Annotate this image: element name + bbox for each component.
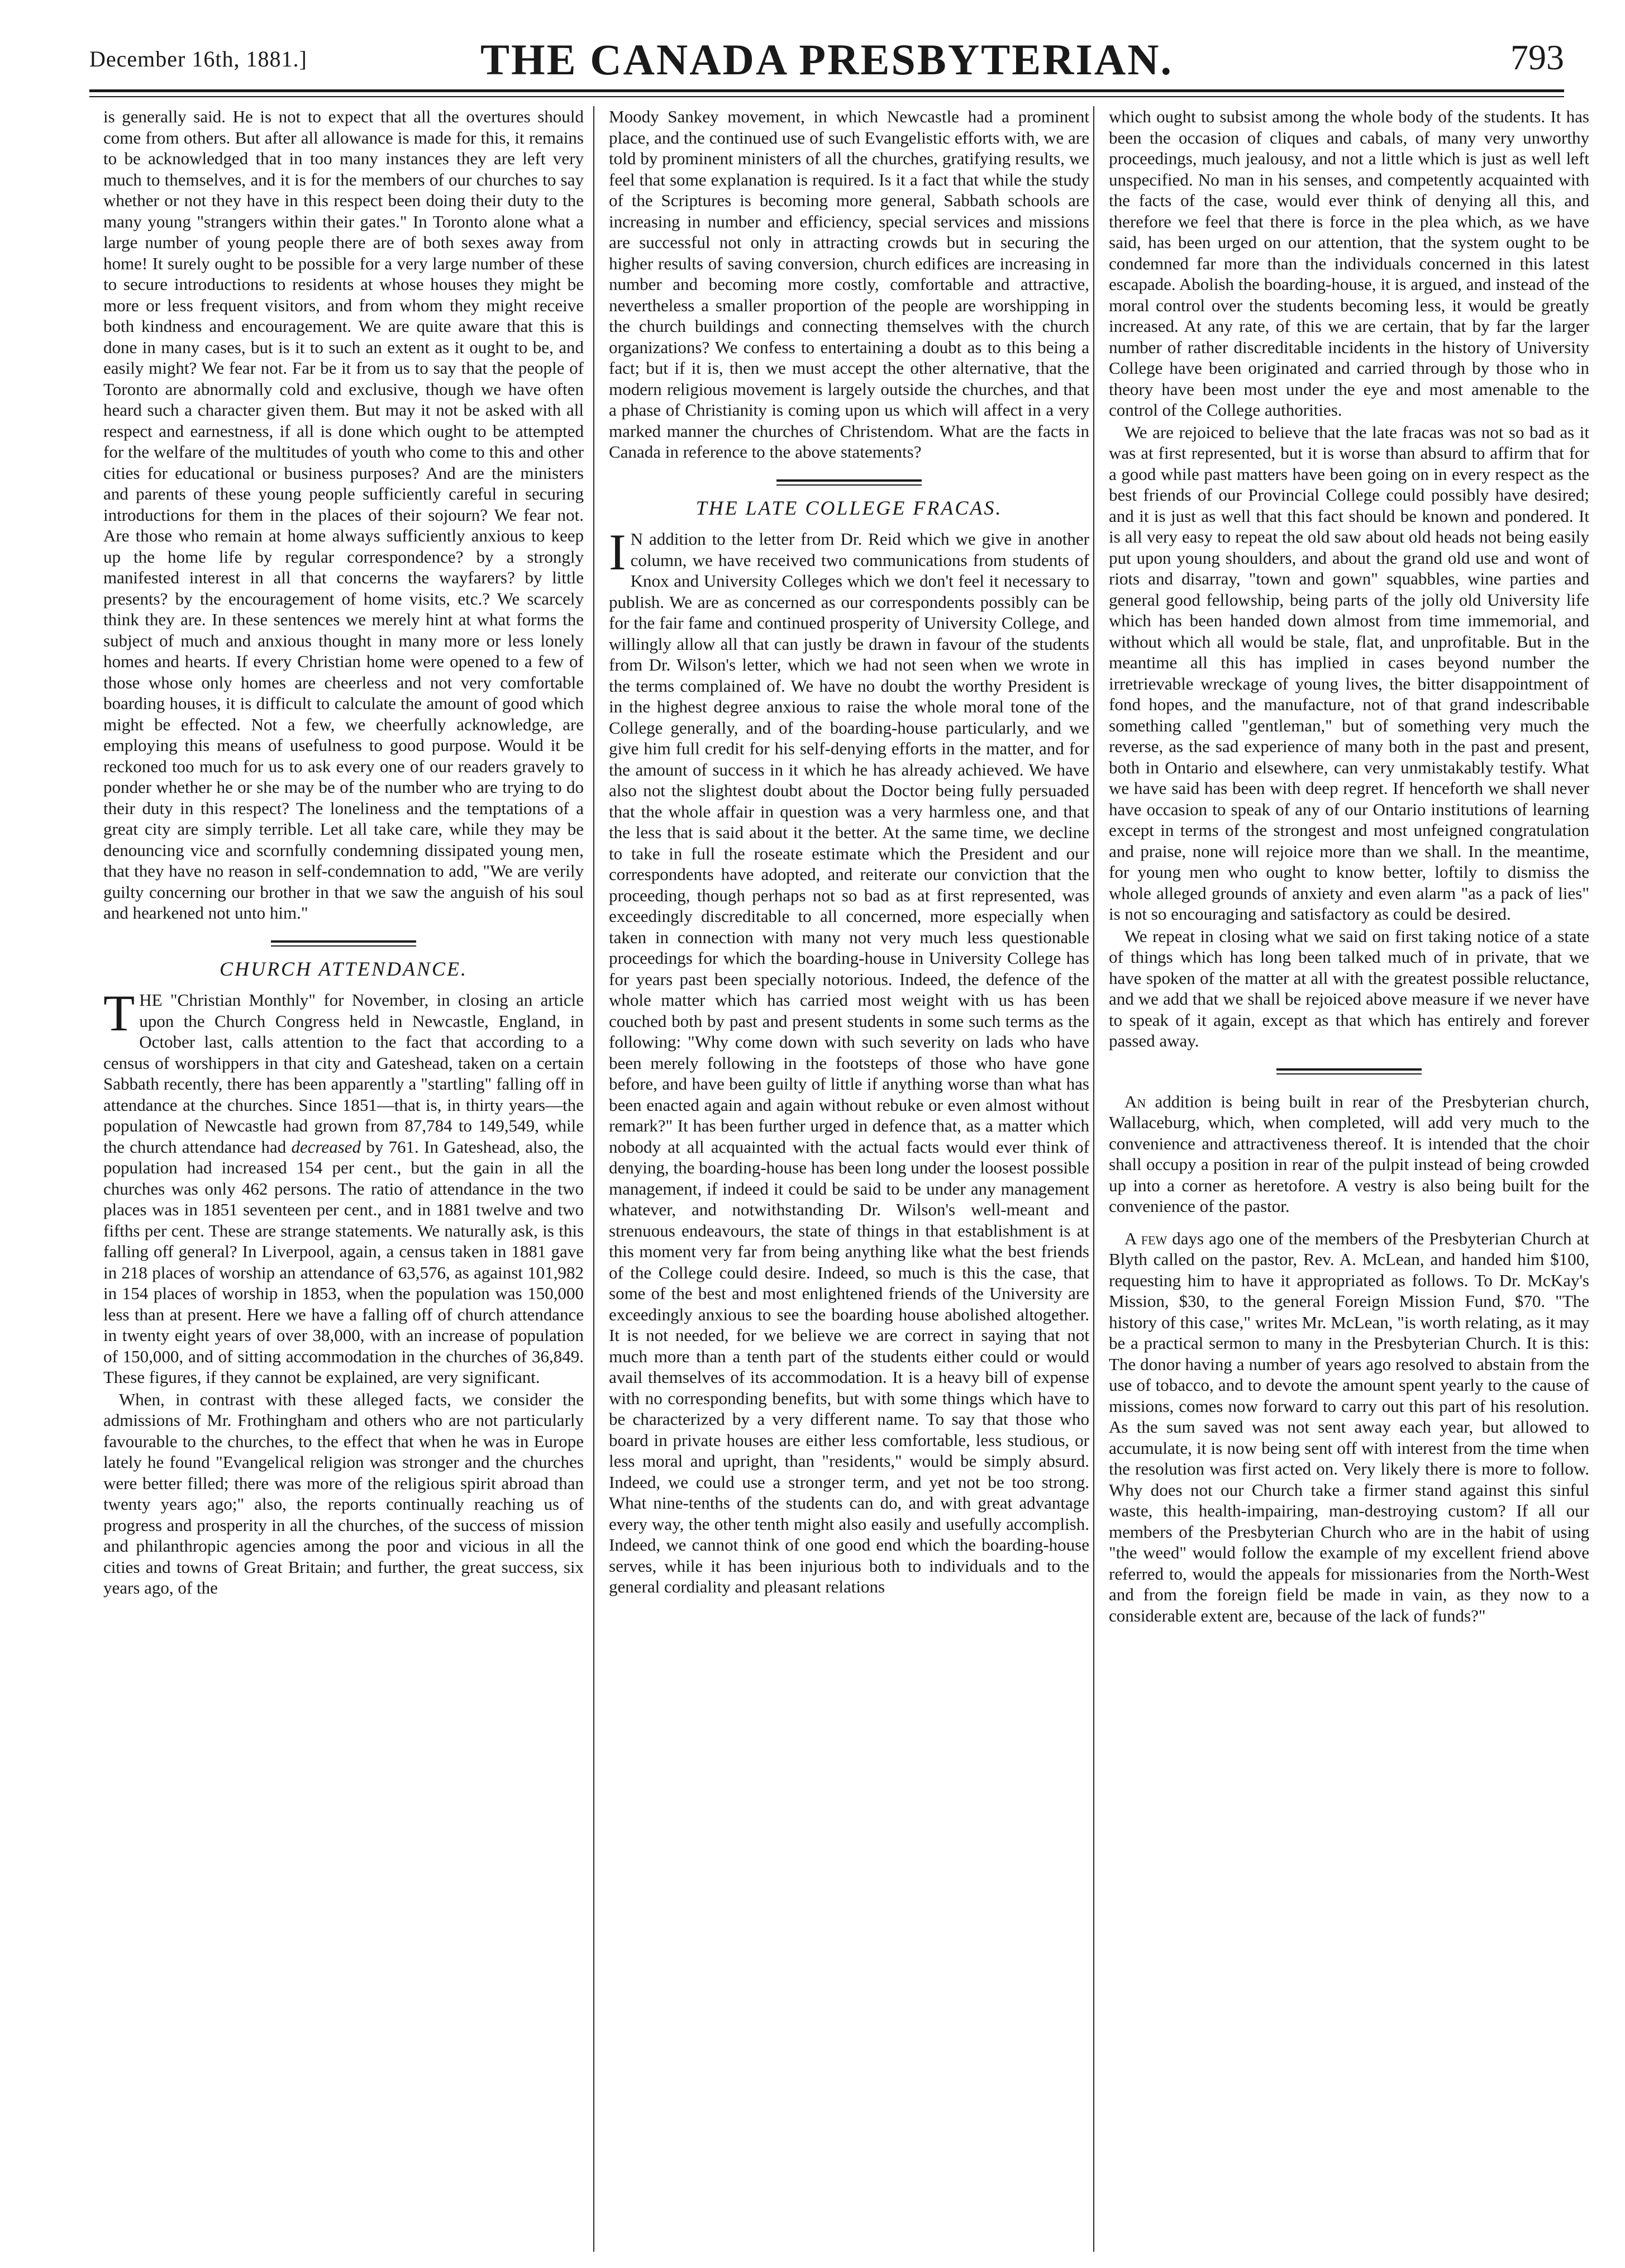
- column-2: [609, 106, 1089, 2252]
- news-item-wallaceburg: [1109, 1091, 1589, 1217]
- section-divider: [1276, 1068, 1422, 1074]
- header-rule-thick: [89, 89, 1564, 92]
- newspaper-title: THE CANADA PRESBYTERIAN.: [480, 35, 1174, 84]
- heading-college-fracas: THE LATE COLLEGE FRACAS.: [695, 496, 1003, 519]
- college-fracas-paragraph-3: We are rejoiced to believe that the late fracas was not so bad as it was at first represented, but it is worse than absurd to affirm that for a good while past matters have been going on in every respect as the best friends of our Provincial College could possibly have desired; and it is just as well that this fact should be known and pondered. It is all very easy to repeat the old saw about old heads not being easily put upon young shoulders, and about the grand old use and wont of riots and disarray, "town and gown" squabbles, wine parties and general good fellowship, being parts of the jolly old University life which has been handed down almost from time immemorial, and without which all would be stale, flat, and unprofitable. But in the meantime all this has implied in cases beyond number the irretrievable wreckage of young lives, the bitter disappointment of fond hopes, and the manufacture, not of that grand indescribable something called "gentleman," but of something very much the reverse, as the sad experience of many both in the past and present, both in Ontario and elsewhere, can very unmistakably testify. What we have said has been with deep regret. If henceforth we shall never have occasion to speak of any of our Ontario institutions of learning except in terms of the strongest and most unfeigned congratulation and praise, none will rejoice more than we shall. In the meantime, for young men who ought to know better, loftily to dismiss the whole alleged grounds of anxiety and even alarm "as a pack of lies" is not so encouraging and satisfactory as could be desired.: [1109, 422, 1589, 924]
- issue-date: December 16th, 1881.]: [89, 46, 307, 72]
- church-attendance-paragraph-2: When, in contrast with these alleged facts, we consider the admissions of Mr. Frothingham and others who are not particularly favourable to the churches, to the effect that when he was in Europe lately he found "Evangelical religion was stronger and the churches were better filled; there was more of the religious spirit abroad than twenty years ago;" also, the reports continually reaching us of progress and prosperity in all the churches, of the success of mission and philanthropic agencies among the poor and vicious in all the cities and towns of Great Britain; and further, the great success, six years ago, of the: [103, 1389, 584, 1597]
- news-item-blyth: [1109, 1228, 1589, 1627]
- college-fracas-paragraph-1: [609, 524, 1089, 1597]
- section-divider: [776, 479, 922, 486]
- page-number: 793: [1510, 37, 1564, 77]
- page-header: [89, 29, 1564, 91]
- italic-word: decreased: [291, 1137, 361, 1157]
- article-continuation: is generally said. He is not to expect that all the overtures should come from others. But after all allowance is made for this, it remains to be acknowledged that in too many instances they are left very much to themselves, and it is for the members of our churches to say whether or not they have in this respect been doing their duty to the many young "strangers within their gates." In Toronto alone what a large number of young people there are of both sexes away from home! It surely ought to be possible for a very large number of these to secure introductions to residents at whose houses they might be more or less frequent visitors, and from whom they might receive both kindness and encouragement. We are quite aware that this is done in many cases, but is it to such an extent as it ought to be, and easily might? We fear not. Far be it from us to say that the people of Toronto are abnormally cold and exclusive, though we have often heard such a character given them. But may it not be asked with all respect and earnestness, if all is done which ought to be attempted for the welfare of the multitudes of youth who come to this and other cities for educational or business purposes? And are the ministers and parents of these young people sufficiently careful in securing introductions for them in the places of their sojourn? We fear not. Are those who remain at home always sufficiently anxious to keep up the home life by regular correspondence? by a strongly manifested interest in all that concerns the wayfarers? by little presents? by the encouragement of home visits, etc.? We scarcely think they are. In these sentences we merely hint at what forms the subject of much and anxious thought in many more or less lonely homes and hearts. If every Christian home were opened to a few of those whose only homes are cheerless and not very comfortable boarding houses, it is difficult to calculate the amount of good which might be effected. Not a few, we cheerfully acknowledge, are employing this means of usefulness to good purpose. Would it be reckoned too much for us to ask every one of our readers gravely to ponder whether he or she may be of the number who are trying to do their duty in this respect? The loneliness and the temptations of a great city are simply terrible. Let all take care, while they may be denouncing vice and scornfully condemning dissipated young men, that they have no reason in self-condemnation to add, "We are verily guilty concerning our brother in that we saw the anguish of his soul and hearkened not unto him.": [103, 107, 584, 923]
- paragraph-text: days ago one of the members of the Presbyterian Church at Blyth called on the pastor, Rev. A. McLean, and handed him $100, requesting him to have it appropriated as follows. To Dr. McKay's Mission, $30, to the general Foreign Mission Fund, $70. "The history of this case," writes Mr. McLean, "is worth relating, as it may be a practical sermon to many in the Presbyterian Church. It is this: The donor having a number of years ago resolved to abstain from the use of tobacco, and to devote the amount spent yearly to the cause of missions, comes now forward to carry out this part of his resolution. As the sum saved was not sent away each year, but allowed to accumulate, it is now being sent off with interest from the time when the resolution was first acted on. Very likely there is more to follow. Why does not our Church take a firmer stand against this sinful waste, this health-impairing, man-destroying custom? If all our members of the Presbyterian Church who are in the habit of using "the weed" would follow the example of my excellent friend above referred to, would the appeals for missionaries from the North-West and from the foreign field be made in vain, as they now to a considerable extent are, because of the lack of funds?": [1109, 1228, 1589, 1625]
- column-divider-1: [593, 106, 594, 2252]
- church-attendance-paragraph-3: Moody Sankey movement, in which Newcastle had a prominent place, and the continued use of such Evangelistic efforts with, we are told by prominent ministers of all the churches, gratifying results, we feel that some explanation is required. Is it a fact that while the study of the Scriptures is becoming more general, Sabbath schools are increasing in number and efficiency, special services and missions are successful not only in attracting crowds but in securing the higher results of saving conversion, church edifices are increasing in number and becoming more costly, comfortable and attractive, nevertheless a smaller proportion of the people are worshipping in the church buildings and connecting themselves with the church organizations? We confess to entertaining a doubt as to this being a fact; but if it is, then we must accept the other alternative, that the modern religious movement is largely outside the churches, and that a phase of Christianity is coming upon us which will affect in a very marked manner the churches of Christendom. What are the facts in Canada in reference to the above statements?: [609, 107, 1089, 462]
- column-1: [103, 106, 584, 2252]
- lead-word: An: [1124, 1091, 1146, 1111]
- church-attendance-paragraph-1: [103, 985, 584, 1388]
- paragraph-text: HE "Christian Monthly" for November, in closing an article upon the Church Congress held in Newcastle, England, in October last, calls attention to the fact that according to a census of worshippers in that city and Gateshead, taken on a certain Sabbath recently, there has been apparently a "startling" falling off in attendance at the churches. Since 1851—that is, in thirty years—the population of Newcastle had grown from 87,784 to 149,549, while the church attendance had: [103, 990, 584, 1157]
- section-divider: [271, 940, 416, 947]
- college-fracas-paragraph-2: which ought to subsist among the whole body of the students. It has been the occasion of cliques and cabals, of many very unworthy proceedings, much jealousy, and not a little which is just as well left unspecified. No man in his senses, and competently acquainted with the facts of the case, would ever think of denying all this, and therefore we feel that there is force in the plea which, as we have said, has been urged on our attention, that the system ought to be condemned far more than the individuals concerned in this latest escapade. Abolish the boarding-house, it is argued, and instead of the moral control over the students becoming less, it would be greatly increased. At any rate, of this we are certain, that by far the larger number of rather discreditable incidents in the history of University College have been originated and carried through by those who in theory have been most under the eye and most amenable to the control of the College authorities.: [1109, 107, 1589, 420]
- paragraph-text: addition is being built in rear of the Presbyterian church, Wallaceburg, which, when completed, will add very much to the convenience and attractiveness thereof. It is intended that the choir shall occupy a position in rear of the pulpit instead of being crowded up into a corner as heretofore. A vestry is also being built for the convenience of the pastor.: [1109, 1091, 1589, 1216]
- paragraph-text: N addition to the letter from Dr. Reid which we give in another column, we have received two communications from students of Knox and University Colleges which we don't feel it necessary to publish. We are as concerned as our correspondents possibly can be for the fair fame and continued prosperity of University College, and willingly allow all that can justly be drawn in favour of the students from Dr. Wilson's letter, which we had not seen when we wrote in the terms complained of. We have no doubt the worthy President is in the highest degree anxious to raise the whole moral tone of the College generally, and of the boarding-house particularly, and we give him full credit for his self-denying efforts in the matter, and for the amount of success in it which he has already achieved. We have also not the slightest doubt about the Doctor being fully persuaded that the whole affair in question was a very harmless one, and that the less that is said about it the better. At the same time, we decline to take in full the roseate estimate which the President and our correspondents have adopted, and reiterate our conviction that the proceeding, though perhaps not so bad as at first represented, was exceedingly discreditable to all concerned, more especially when taken in connection with many not very much less questionable proceedings for which the boarding-house in University College has for years past been specially notorious. Indeed, the defence of the whole matter which has carried most weight with us has been couched both by past and present students in some such terms as the following: "Why come down with such severity on lads who have been merely following in the footsteps of those who have gone before, and have been guilty of little if anything worse than what has been enacted again and again without rebuke or even almost without remark?" It has been further urged in defence that, as a matter which nobody at all acquainted with the actual facts would ever think of denying, the boarding-house has been long under the loosest possible management, if indeed it could be said to be under any management whatever, and notwithstanding Dr. Wilson's well-meant and strenuous endeavours, the state of things in that establishment is at this moment very far from being anything like what the best friends of the College could desire. Indeed, so much is this the case, that some of the best and most enlightened friends of the University are exceedingly anxious to see the boarding house abolished altogether. It is not needed, for we believe we are correct in saying that not much more than a tenth part of the students either could or would avail themselves of its accommodation. It is a heavy bill of expense with no corresponding benefits, but with some things which have to be characterized by a very different name. To say that those who board in private houses are either less comfortable, less studious, or less moral and upright, than "residents," would be simply absurd. Indeed, we could use a stronger term, and yet not be too strong. What nine-tenths of the students can do, and with great advantage every way, the other tenth might also easily and usefully accomplish. Indeed, we cannot think of one good end which the boarding-house serves, while it has been injurious both to individuals and to the general cordiality and pleasant relations: [609, 529, 1089, 1596]
- college-fracas-paragraph-4: We repeat in closing what we said on first taking notice of a state of things which has long been talked much of in private, that we have spoken of the matter at all with the greatest possible reluctance, and we add that we shall be rejoiced above measure if we never have to speak of it again, except as that which has entirely and forever passed away.: [1109, 926, 1589, 1050]
- lead-word: A few: [1124, 1228, 1167, 1248]
- header-rule-thin: [89, 96, 1564, 97]
- drop-cap: T: [103, 985, 135, 1042]
- column-divider-2: [1093, 106, 1094, 2252]
- column-3: [1109, 106, 1589, 2252]
- paragraph-text-rest: by 761. In Gateshead, also, the population had increased 154 per cent., but the gain in all the churches was only 462 persons. The ratio of attendance in the two places was in 1851 seventeen per cent., and in 1881 twelve and two fifths per cent. These are strange statements. We naturally ask, is this falling off general? In Liverpool, again, a census taken in 1881 gave in 218 places of worship an attendance of 63,576, as against 101,982 in 154 places of worship in 1853, when the population was 150,000 less than at present. Here we have a falling off of church attendance in twenty eight years of over 38,000, with an increase of population of 150,000, and of sitting accommodation in the churches of 36,849. These figures, if they cannot be explained, are very significant.: [103, 1137, 584, 1387]
- drop-cap: I: [609, 524, 626, 581]
- heading-church-attendance: CHURCH ATTENDANCE.: [219, 957, 468, 980]
